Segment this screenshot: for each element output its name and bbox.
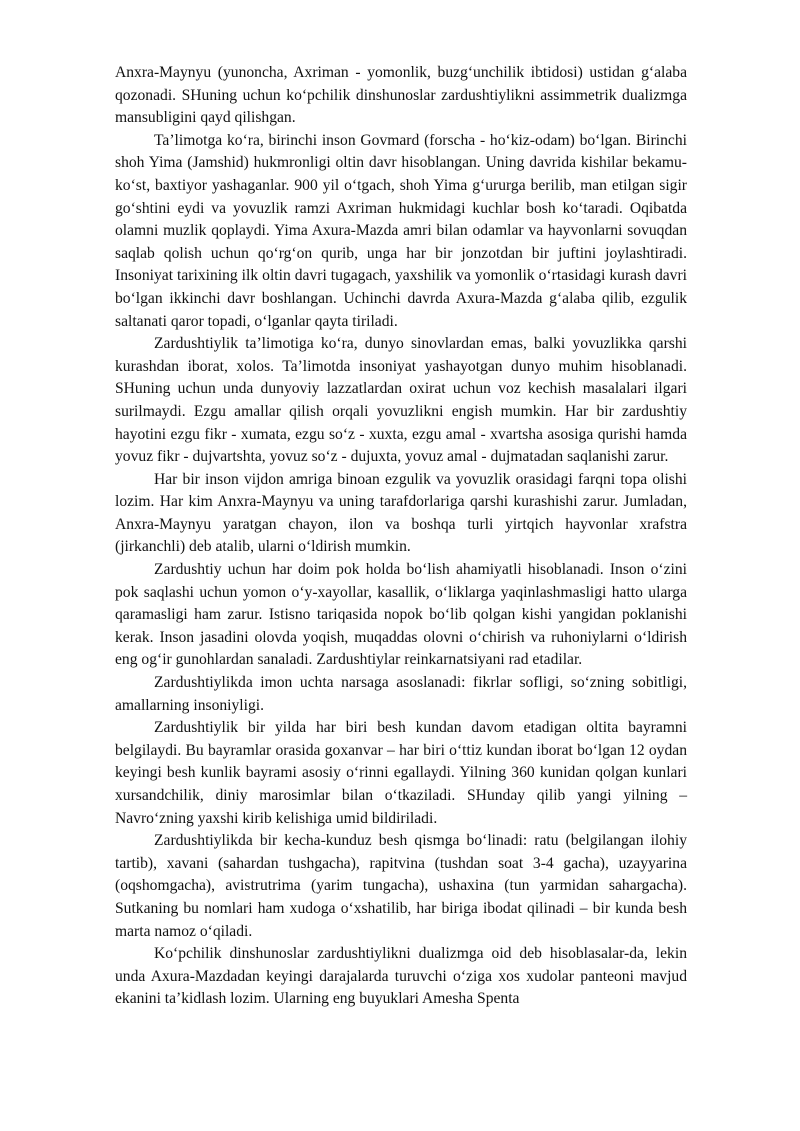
paragraph-2: Ta’limotga ko‘ra, birinchi inson Govmard (forscha - ho‘kiz-odam) bo‘lgan. Birinchi shoh Yima (Jamshid) hukmronligi oltin davr hisoblangan. Uning davrida kishilar bekamu-ko‘st, baxtiyor yashaganlar. 900 yil o‘tgach, shoh Yima g‘ururga berilib, man etilgan sigir go‘shtini eydi va yovuzlik ramzi Axriman hukmidagi kuchlar bosh ko‘taradi. Oqibatda olamni muzlik qoplaydi. Yima Axura-Mazda amri bilan odamlar va hayvonlarni sovuqdan saqlab qolish uchun qo‘rg‘on qurib, unga har bir jonzotdan bir juftini joylashtiradi. Insoniyat tarixining ilk oltin davri tugagach, yaxshilik va yomonlik o‘rtasidagi kurash davri bo‘lgan ikkinchi davr boshlangan. Uchinchi davrda Axura-Mazda g‘alaba qilib, ezgulik saltanati qaror topadi, o‘lganlar qayta tiriladi. (115, 131, 687, 330)
paragraph-7: Zardushtiylik bir yilda har biri besh kundan davom etadigan oltita bayramni belgilaydi. Bu bayramlar orasida goxanvar – har biri o‘ttiz kundan iborat bo‘lgan 12 oydan keyingi besh kunlik bayrami asosiy o‘rinni egallaydi. Yilning 360 kunidan qolgan kunlari xursandchilik, diniy marosimlar bilan o‘tkaziladi. SHunday qilib yangi yilning – Navro‘zning yaxshi kirib kelishiga umid bildiriladi. (115, 719, 687, 827)
paragraph-3: Zardushtiylik ta’limotiga ko‘ra, dunyo sinovlardan emas, balki yovuzlikka qarshi kurashdan iborat, xolos. Ta’limotda insoniyat yashayotgan dunyo muhim hisoblanadi. SHuning uchun unda dunyoviy lazzatlardan oxirat uchun voz kechish masalalari ilgari surilmaydi. Ezgu amallar qilish orqali yovuzlikni engish mumkin. Har bir zardushtiy hayotini ezgu fikr - xumata, ezgu so‘z - xuxta, ezgu amal - xvartsha asosiga qurishi hamda yovuz fikr - dujvartshta, yovuz so‘z - dujuxta, yovuz amal - dujmatadan saqlanishi zarur. (115, 335, 687, 466)
document-page (115, 62, 687, 1011)
paragraph-5: Zardushtiy uchun har doim pok holda bo‘lish ahamiyatli hisoblanadi. Inson o‘zini pok saqlashi uchun yomon o‘y-xayollar, kasallik, o‘liklarga yaqinlashmasligi hatto ularga qaramasligi ham zarur. Istisno tariqasida nopok bo‘lib qolgan kishi yangidan poklanishi kerak. Inson jasadini olovda yoqish, muqaddas olovni o‘chirish va ruhoniylarni o‘ldirish eng og‘ir gunohlardan sanaladi. Zardushtiylar reinkarnatsiyani rad etadilar. (115, 561, 687, 669)
paragraph-1: Anxra-Maynyu (yunoncha, Axriman - yomonlik, buzg‘unchilik ibtidosi) ustidan g‘alaba qozonadi. SHuning uchun ko‘pchilik dinshunoslar zardushtiylikni assimmetrik dualizmga mansubligini qayd qilishgan. (115, 64, 687, 127)
paragraph-8: Zardushtiylikda bir kecha-kunduz besh qismga bo‘linadi: ratu (belgilangan ilohiy tartib), xavani (sahardan tushgacha), rapitvina (tushdan soat 3-4 gacha), uzayyarina (oqshomgacha), avistrutrima (yarim tungacha), ushaxina (tun yarmidan sahargacha). Sutkaning bu nomlari ham xudoga o‘xshatilib, har biriga ibodat qilinadi – bir kunda besh marta namoz o‘qiladi. (115, 832, 687, 940)
paragraph-4: Har bir inson vijdon amriga binoan ezgulik va yovuzlik orasidagi farqni topa olishi lozim. Har kim Anxra-Maynyu va uning tarafdorlariga qarshi kurashishi zarur. Jumladan, Anxra-Maynyu yaratgan chayon, ilon va boshqa turli yirtqich hayvonlar xrafstra (jirkanchli) deb atalib, ularni o‘ldirish mumkin. (115, 470, 687, 556)
paragraph-6: Zardushtiylikda imon uchta narsaga asoslanadi: fikrlar sofligi, so‘zning sobitligi, amallarning insoniyligi. (115, 674, 687, 714)
paragraph-9: Ko‘pchilik dinshunoslar zardushtiylikni dualizmga oid deb hisoblasalar-da, lekin unda Axura-Mazdadan keyingi darajalarda turuvchi o‘ziga xos xudolar panteoni mavjud ekanini ta’kidlash lozim. Ularning eng buyuklari Amesha Spenta (115, 945, 687, 1008)
